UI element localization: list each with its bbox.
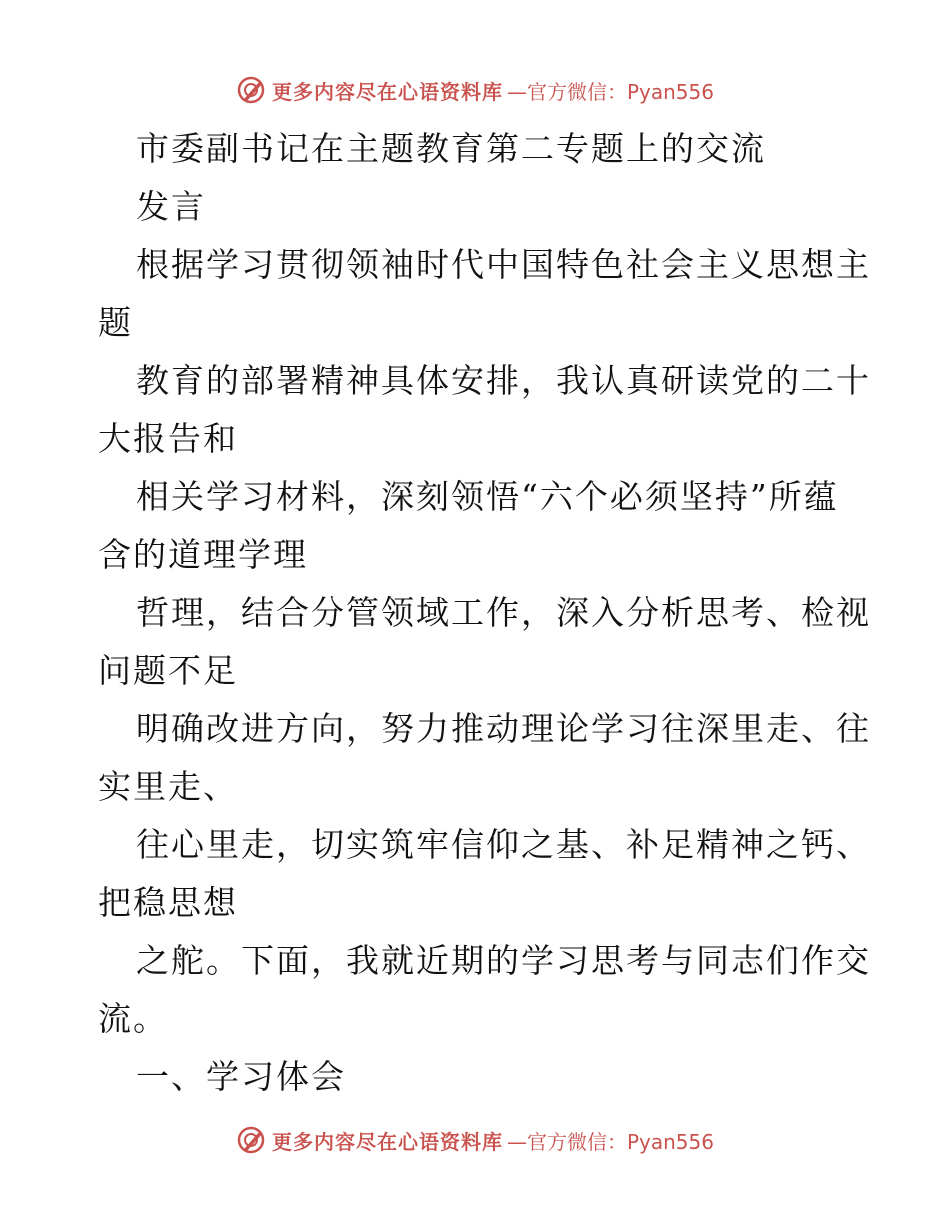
watermark-suffix: —官方微信：Pyan556	[506, 1129, 714, 1154]
paragraph-line: 把稳思想	[98, 883, 238, 922]
footer-watermark	[0, 1120, 950, 1160]
watermark-suffix: —官方微信：Pyan556	[506, 79, 714, 104]
paragraph-line: 往心里走，切实筑牢信仰之基、补足精神之钙、	[136, 825, 871, 864]
document-body	[98, 120, 871, 1106]
paragraph-line: 相关学习材料，深刻领悟“六个必须坚持”所蕴	[136, 477, 839, 516]
paragraph-line: 之舵。下面，我就近期的学习思考与同志们作交	[136, 941, 871, 980]
paragraph-line: 题	[98, 303, 133, 342]
paragraph-line: 哲理，结合分管领域工作，深入分析思考、检视	[136, 593, 871, 632]
paragraph-line: 流。	[98, 999, 168, 1038]
paragraph-line: 实里走、	[98, 767, 238, 806]
watermark-text: 更多内容尽在心语资料库	[271, 79, 503, 104]
title-line-2: 发言	[136, 187, 206, 226]
section-heading: 一、学习体会	[136, 1057, 346, 1096]
paragraph-line: 大报告和	[98, 419, 238, 458]
header-watermark	[0, 70, 950, 110]
title-line-1: 市委副书记在主题教育第二专题上的交流	[136, 129, 766, 168]
paragraph-line: 根据学习贯彻领袖时代中国特色社会主义思想主	[136, 245, 871, 284]
paragraph-line: 教育的部署精神具体安排，我认真研读党的二十	[136, 361, 871, 400]
pen-logo-icon	[236, 75, 266, 105]
paragraph-line: 问题不足	[98, 651, 238, 690]
pen-logo-icon	[236, 1125, 266, 1155]
watermark-text: 更多内容尽在心语资料库	[271, 1129, 503, 1154]
paragraph-line: 明确改进方向，努力推动理论学习往深里走、往	[136, 709, 871, 748]
paragraph-line: 含的道理学理	[98, 535, 308, 574]
